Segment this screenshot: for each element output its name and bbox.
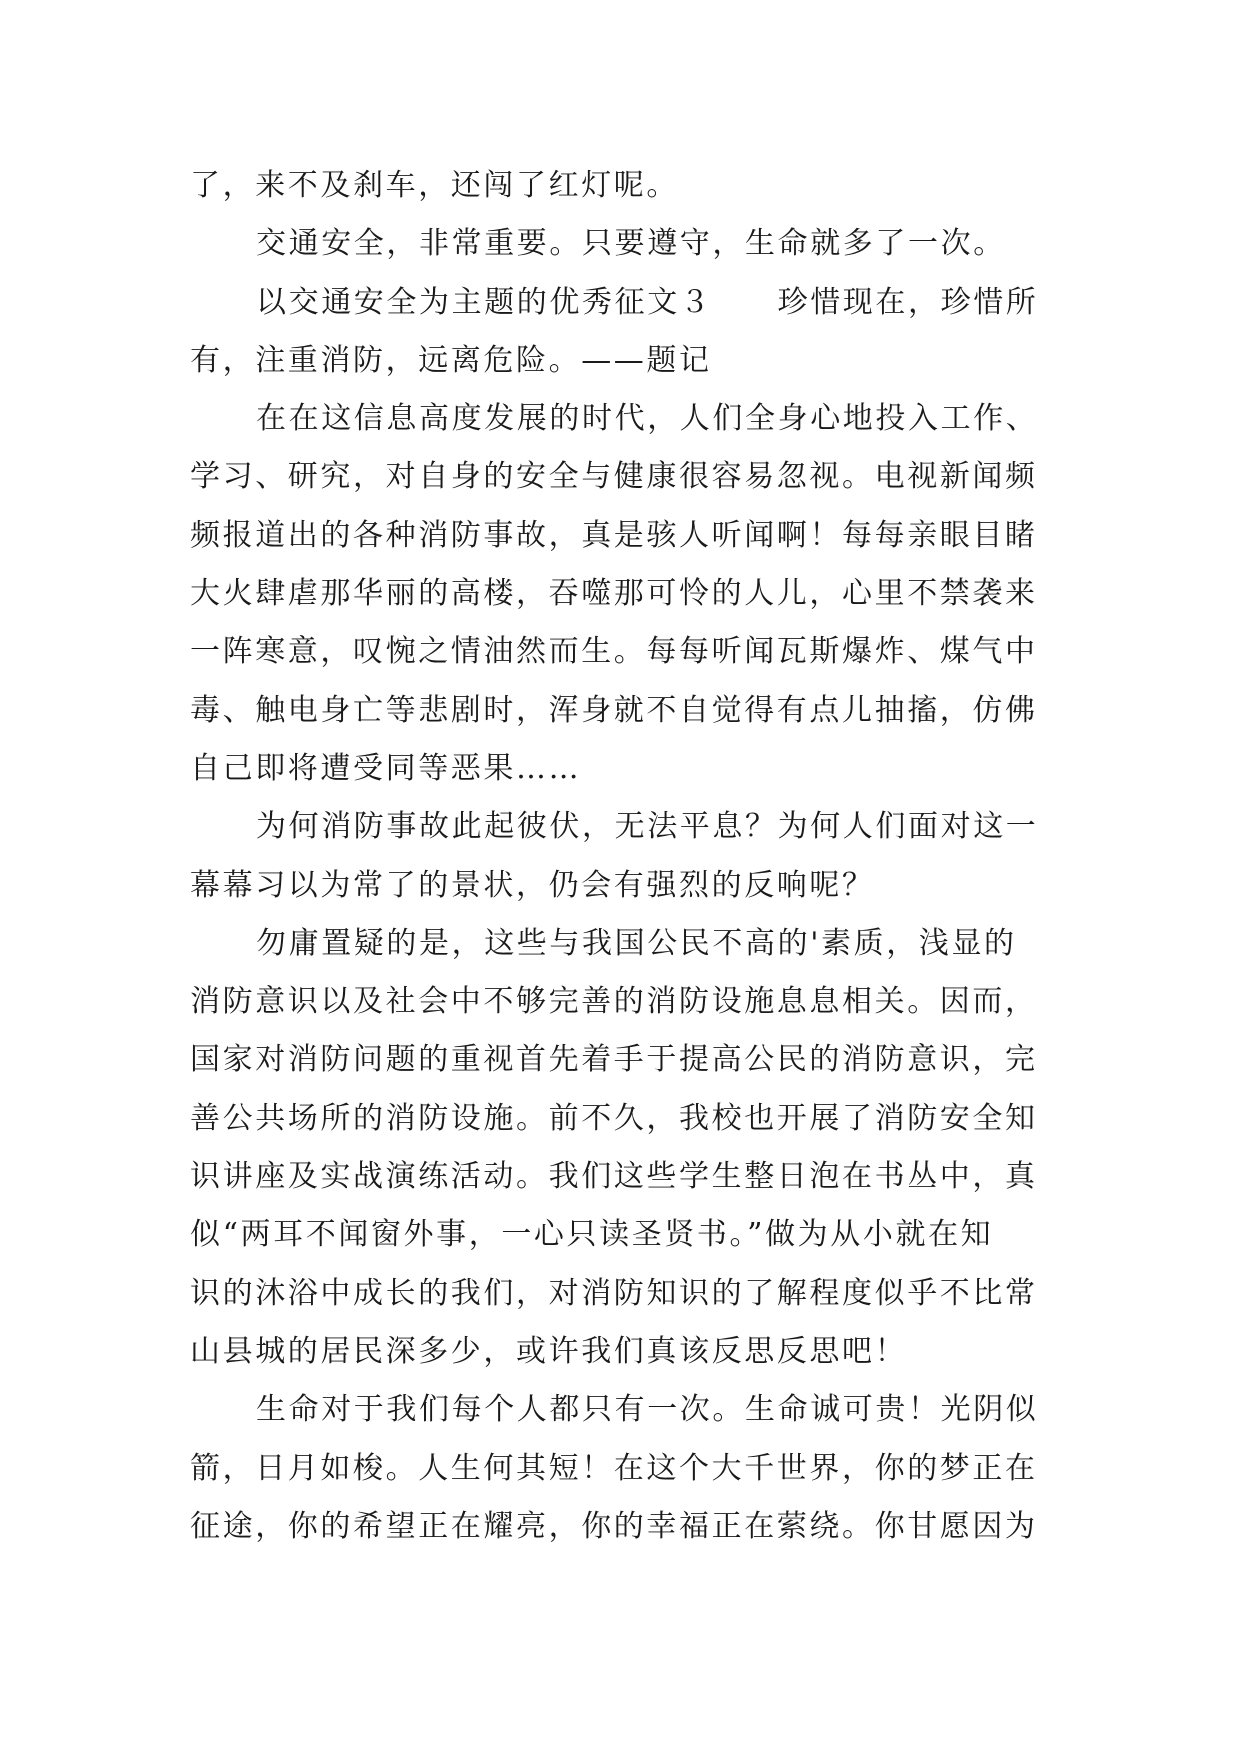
text-line: 似“两耳不闻窗外事，一心只读圣贤书。”做为从小就在知 (190, 1217, 994, 1253)
text-line: 国家对消防问题的重视首先着手于提高公民的消防意识，完 (190, 1042, 1038, 1078)
text-line: 生命对于我们每个人都只有一次。生命诚可贵！光阴似 (256, 1392, 1039, 1428)
text-line: 在在这信息高度发展的时代，人们全身心地投入工作、 (256, 401, 1039, 437)
text-line: 有，注重消防，远离危险。——题记 (190, 342, 712, 378)
text-line: 了，来不及刹车，还闯了红灯呢。 (190, 168, 679, 203)
text-line: 幕幕习以为常了的景状，仍会有强烈的反响呢？ (190, 867, 875, 903)
text-line: 频报道出的各种消防事故，真是骇人听闻啊！每每亲眼目睹 (190, 517, 1038, 553)
text-line: 学习、研究，对自身的安全与健康很容易忽视。电视新闻频 (190, 459, 1038, 495)
text-line: 识的沐浴中成长的我们，对消防知识的了解程度似乎不比常 (190, 1275, 1038, 1311)
text-line: 识讲座及实战演练活动。我们这些学生整日泡在书丛中，真 (190, 1159, 1038, 1195)
text-line: 一阵寒意，叹惋之情油然而生。每每听闻瓦斯爆炸、煤气中 (190, 634, 1038, 670)
text-line: 大火肆虐那华丽的高楼，吞噬那可怜的人儿，心里不禁袭来 (190, 576, 1038, 612)
text-line: 自己即将遭受同等恶果…… (190, 750, 582, 786)
text-line: 征途，你的希望正在耀亮，你的幸福正在萦绕。你甘愿因为 (190, 1508, 1038, 1544)
text-line: 山县城的居民深多少，或许我们真该反思反思吧！ (190, 1333, 908, 1369)
text-line: 以交通安全为主题的优秀征文３ 珍惜现在，珍惜所 (256, 284, 1039, 320)
text-line: 勿庸置疑的是，这些与我国公民不高的'素质，浅显的 (256, 925, 1017, 961)
text-line: 交通安全，非常重要。只要遵守，生命就多了一次。 (256, 226, 1006, 262)
text-line: 善公共场所的消防设施。前不久，我校也开展了消防安全知 (190, 1100, 1038, 1136)
text-line: 消防意识以及社会中不够完善的消防设施息息相关。因而， (190, 984, 1038, 1020)
text-line: 为何消防事故此起彼伏，无法平息？为何人们面对这一 (256, 809, 1039, 845)
text-line: 毒、触电身亡等悲剧时，浑身就不自觉得有点儿抽搐，仿佛 (190, 692, 1038, 728)
document-body (190, 157, 1070, 1556)
text-line: 箭，日月如梭。人生何其短！在这个大千世界，你的梦正在 (190, 1450, 1038, 1486)
